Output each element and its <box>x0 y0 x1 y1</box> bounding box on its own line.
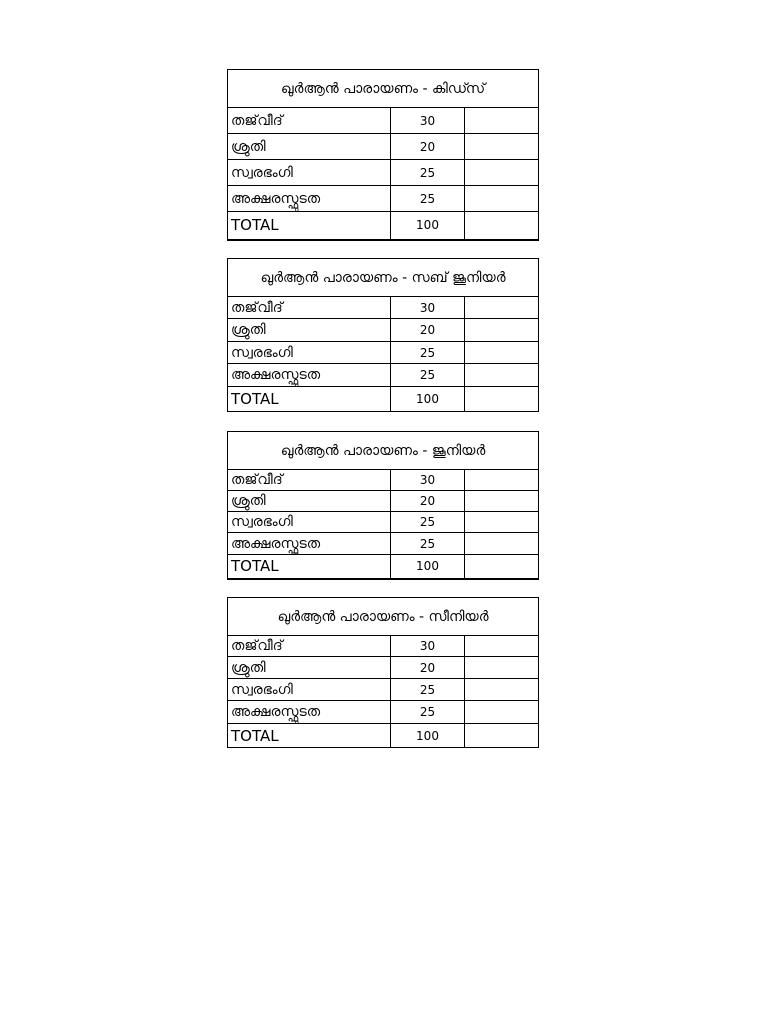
score-cell[interactable] <box>465 657 539 679</box>
criterion-label: ശ്രുതി <box>228 134 391 160</box>
score-cell[interactable] <box>465 134 539 160</box>
total-label: TOTAL <box>228 555 391 579</box>
table-row <box>228 701 539 724</box>
table-title: ഖുർആൻ പാരായണം - ജൂനിയർ <box>228 432 539 470</box>
table-row <box>228 533 539 555</box>
criterion-label: ശ്രുതി <box>228 491 391 512</box>
max-total: 100 <box>391 387 465 412</box>
score-total-cell[interactable] <box>465 387 539 412</box>
table-row <box>228 319 539 342</box>
table-row <box>228 297 539 319</box>
criterion-label: അക്ഷരസ്ഫുടത <box>228 364 391 387</box>
max-mark: 20 <box>391 134 465 160</box>
criterion-label: സ്വരഭംഗി <box>228 160 391 186</box>
score-total-cell[interactable] <box>465 555 539 579</box>
max-mark: 30 <box>391 470 465 491</box>
score-cell[interactable] <box>465 319 539 342</box>
max-mark: 25 <box>391 342 465 364</box>
criterion-label: തജ്‌വീദ് <box>228 470 391 491</box>
table-row-total <box>228 387 539 412</box>
score-cell[interactable] <box>465 636 539 657</box>
table-row <box>228 186 539 212</box>
score-table-sub-junior <box>227 258 539 412</box>
score-table-junior <box>227 431 539 580</box>
max-total: 100 <box>391 212 465 240</box>
criterion-label: സ്വരഭംഗി <box>228 679 391 701</box>
score-cell[interactable] <box>465 533 539 555</box>
max-mark: 20 <box>391 491 465 512</box>
score-table-kids <box>227 69 539 241</box>
score-cell[interactable] <box>465 491 539 512</box>
score-cell[interactable] <box>465 364 539 387</box>
max-mark: 25 <box>391 701 465 724</box>
score-cell[interactable] <box>465 342 539 364</box>
max-mark: 25 <box>391 186 465 212</box>
score-cell[interactable] <box>465 512 539 533</box>
max-mark: 30 <box>391 108 465 134</box>
max-mark: 20 <box>391 319 465 342</box>
table-row <box>228 108 539 134</box>
max-mark: 30 <box>391 636 465 657</box>
criterion-label: ശ്രുതി <box>228 657 391 679</box>
table-row <box>228 470 539 491</box>
table-title: ഖുർആൻ പാരായണം - സീനിയർ <box>228 598 539 636</box>
table-row <box>228 636 539 657</box>
max-mark: 25 <box>391 512 465 533</box>
score-total-cell[interactable] <box>465 724 539 748</box>
table-row-total <box>228 555 539 579</box>
table-row <box>228 512 539 533</box>
table-row <box>228 364 539 387</box>
max-mark: 25 <box>391 679 465 701</box>
score-cell[interactable] <box>465 470 539 491</box>
criterion-label: സ്വരഭംഗി <box>228 342 391 364</box>
table-row <box>228 160 539 186</box>
table-row <box>228 491 539 512</box>
table-title: ഖുർആൻ പാരായണം - സബ് ജൂനിയർ <box>228 259 539 297</box>
table-row <box>228 679 539 701</box>
score-cell[interactable] <box>465 297 539 319</box>
criterion-label: തജ്‌വീദ് <box>228 297 391 319</box>
max-mark: 30 <box>391 297 465 319</box>
criterion-label: തജ്‌വീദ് <box>228 636 391 657</box>
table-row <box>228 657 539 679</box>
table-row-total <box>228 724 539 748</box>
criterion-label: അക്ഷരസ്ഫുടത <box>228 186 391 212</box>
max-mark: 25 <box>391 364 465 387</box>
max-total: 100 <box>391 555 465 579</box>
score-table-senior <box>227 597 539 748</box>
total-label: TOTAL <box>228 212 391 240</box>
score-cell[interactable] <box>465 701 539 724</box>
table-row <box>228 134 539 160</box>
score-cell[interactable] <box>465 186 539 212</box>
total-label: TOTAL <box>228 724 391 748</box>
table-row-total <box>228 212 539 240</box>
criterion-label: ശ്രുതി <box>228 319 391 342</box>
max-total: 100 <box>391 724 465 748</box>
table-title: ഖുർആൻ പാരായണം - കിഡ്സ് <box>228 70 539 108</box>
max-mark: 25 <box>391 533 465 555</box>
criterion-label: അക്ഷരസ്ഫുടത <box>228 701 391 724</box>
score-cell[interactable] <box>465 108 539 134</box>
max-mark: 20 <box>391 657 465 679</box>
max-mark: 25 <box>391 160 465 186</box>
criterion-label: സ്വരഭംഗി <box>228 512 391 533</box>
score-total-cell[interactable] <box>465 212 539 240</box>
total-label: TOTAL <box>228 387 391 412</box>
score-cell[interactable] <box>465 679 539 701</box>
criterion-label: തജ്‌വീദ് <box>228 108 391 134</box>
criterion-label: അക്ഷരസ്ഫുടത <box>228 533 391 555</box>
table-row <box>228 342 539 364</box>
score-cell[interactable] <box>465 160 539 186</box>
